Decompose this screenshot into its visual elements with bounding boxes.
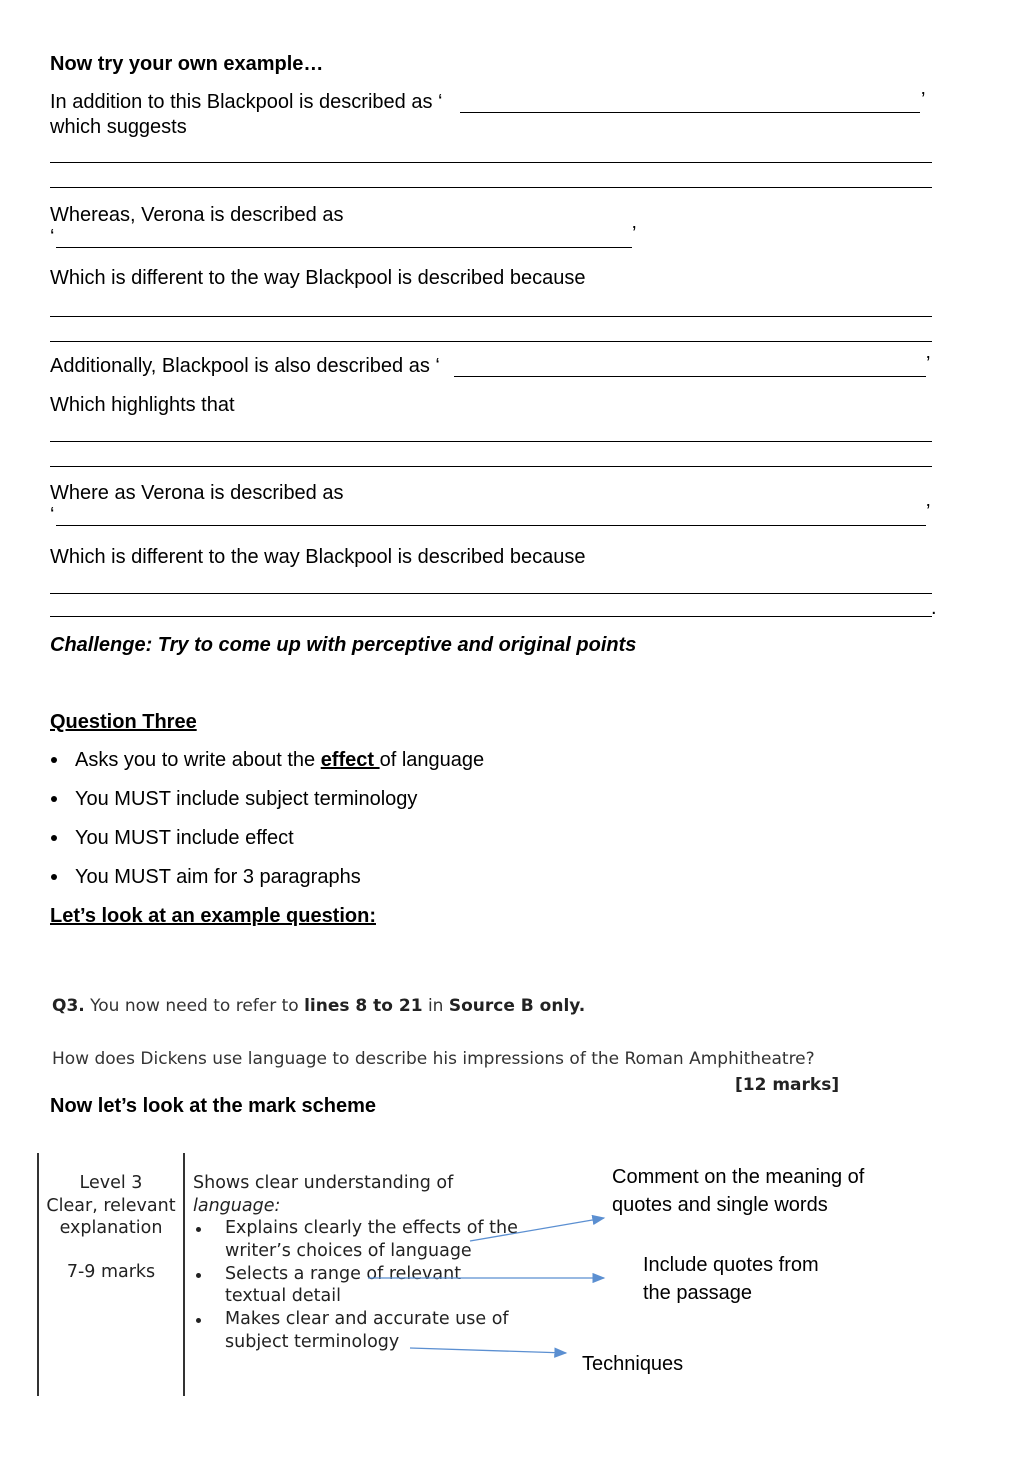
challenge-text: Challenge: Try to come up with perceptive and original points [50,634,637,656]
bullet-item: You MUST include subject terminology [75,788,418,810]
prompt-different-2: Which is different to the way Blackpool is described because [50,546,586,568]
closing-quote: ’ [926,501,931,523]
closing-quote: ’ [632,223,637,245]
prompt-blackpool-2: Additionally, Blackpool is also described as ‘ [50,355,440,377]
descriptor-title: Shows clear understanding of [193,1173,454,1193]
annotation-note: the passage [643,1282,752,1304]
descriptor-point: Explains clearly the effects of the [225,1218,518,1238]
prompt-verona-1: Whereas, Verona is described as [50,204,344,226]
question-three-title: Question Three [50,711,197,733]
closing-quote: ’ [926,353,931,375]
level-subtitle: Clear, relevant [46,1196,176,1216]
descriptor-point: subject terminology [225,1332,400,1352]
marks-label: [12 marks] [735,1075,840,1095]
mark-scheme-heading: Now let’s look at the mark scheme [50,1095,377,1117]
full-stop: . [931,597,937,619]
section-heading: Now try your own example… [50,53,324,75]
prompt-different-1: Which is different to the way Blackpool is described because [50,267,586,289]
bullet-item: You MUST include effect [75,827,294,849]
level-marks: 7-9 marks [66,1262,156,1282]
opening-quote: ‘ [50,226,55,248]
arrow-to-note3 [410,1348,566,1353]
opening-quote: ‘ [50,504,55,526]
example-question-text: How does Dickens use language to describe his impressions of the Roman Amphitheatre? [52,1049,815,1069]
closing-quote: ’ [921,89,926,111]
example-heading: Let’s look at an example question: [50,905,376,927]
example-question-ref: Q3. You now need to refer to lines 8 to 21 in Source B only. [52,996,586,1016]
annotation-note: Comment on the meaning of [612,1166,865,1188]
annotation-note: Techniques [582,1353,684,1375]
descriptor-point: Selects a range of relevant [225,1264,462,1284]
level-subtitle: explanation [59,1218,163,1238]
prompt-suggests: which suggests [50,116,187,138]
annotation-note: Include quotes from [643,1254,819,1276]
prompt-highlights: Which highlights that [50,394,235,416]
bullet-item: Asks you to write about the effect of language [75,749,485,771]
prompt-verona-2: Where as Verona is described as [50,482,344,504]
level-title: Level 3 [79,1173,143,1193]
descriptor-point: Makes clear and accurate use of [225,1309,509,1329]
descriptor-point: textual detail [225,1286,341,1306]
annotation-note: quotes and single words [612,1194,828,1216]
descriptor-point: writer’s choices of language [225,1241,472,1261]
prompt-blackpool-1: In addition to this Blackpool is described as ‘ [50,91,443,113]
bullet-item: You MUST aim for 3 paragraphs [75,866,361,888]
descriptor-subtitle: language: [193,1196,281,1216]
arrow-to-note1 [470,1218,604,1241]
